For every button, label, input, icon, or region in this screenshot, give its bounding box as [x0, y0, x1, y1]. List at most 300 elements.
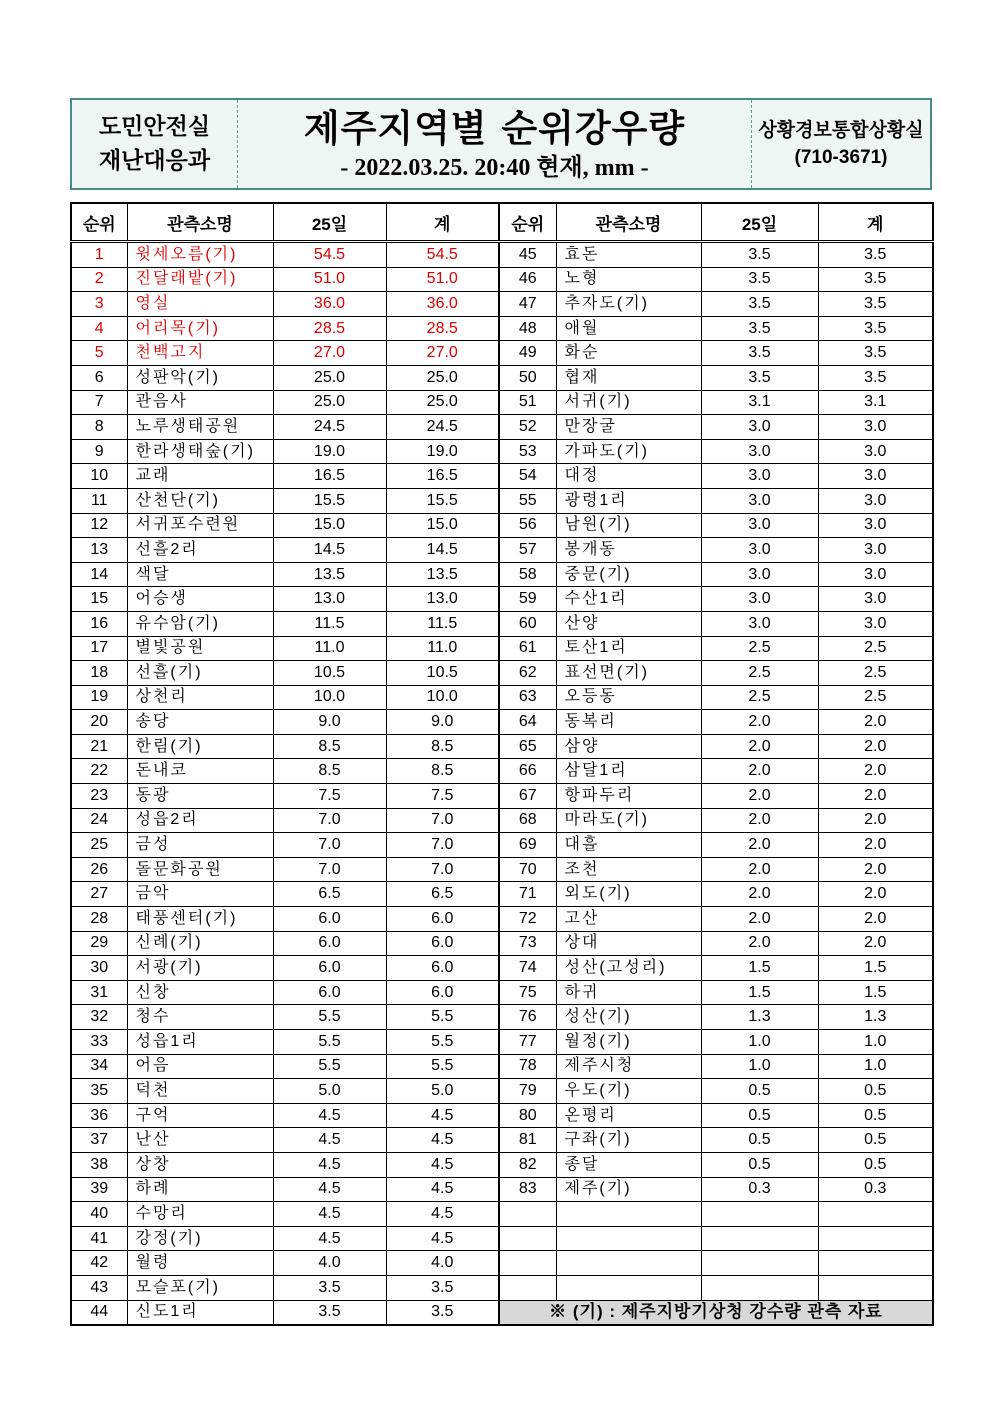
station-name-cell: 동복리 — [556, 710, 701, 735]
station-name-cell: 우도(기) — [556, 1079, 701, 1104]
day-rainfall-cell: 3.0 — [701, 611, 818, 636]
station-name-cell: 성산(기) — [556, 1005, 701, 1030]
rank-cell: 3 — [71, 292, 127, 317]
empty-cell — [556, 1251, 701, 1276]
total-rainfall-cell: 2.5 — [818, 685, 933, 710]
rank-cell: 36 — [71, 1103, 127, 1128]
station-name-cell: 산양 — [556, 611, 701, 636]
station-name-cell: 상대 — [556, 931, 701, 956]
table-row — [71, 1054, 499, 1079]
rank-cell: 27 — [71, 882, 127, 907]
station-name-cell: 하례 — [127, 1177, 273, 1202]
table-row — [499, 439, 933, 464]
total-rainfall-cell: 7.0 — [386, 808, 499, 833]
day-rainfall-cell: 3.0 — [701, 415, 818, 440]
department-line1: 도민안전실 — [98, 114, 211, 140]
empty-cell — [818, 1226, 933, 1251]
rank-cell: 4 — [71, 316, 127, 341]
station-name-cell: 대정 — [556, 464, 701, 489]
rank-cell: 63 — [499, 685, 556, 710]
empty-row — [499, 1226, 933, 1251]
day-rainfall-cell: 25.0 — [273, 365, 386, 390]
rank-cell: 28 — [71, 907, 127, 932]
day-rainfall-cell: 2.0 — [701, 808, 818, 833]
page-title: 제주지역별 순위강우량 — [303, 107, 686, 150]
table-row — [71, 538, 499, 563]
col-total-header: 계 — [818, 203, 933, 242]
rank-cell: 41 — [71, 1226, 127, 1251]
station-name-cell: 서귀포수련원 — [127, 513, 273, 538]
total-rainfall-cell: 3.0 — [818, 611, 933, 636]
table-row — [499, 1054, 933, 1079]
total-rainfall-cell: 4.5 — [386, 1177, 499, 1202]
total-rainfall-cell: 2.0 — [818, 759, 933, 784]
empty-cell — [818, 1202, 933, 1227]
rank-cell: 70 — [499, 857, 556, 882]
rank-cell: 52 — [499, 415, 556, 440]
day-rainfall-cell: 2.0 — [701, 833, 818, 858]
rank-cell: 35 — [71, 1079, 127, 1104]
rank-cell: 16 — [71, 611, 127, 636]
table-row — [499, 488, 933, 513]
station-name-cell: 수망리 — [127, 1202, 273, 1227]
day-rainfall-cell: 8.5 — [273, 759, 386, 784]
rank-cell: 39 — [71, 1177, 127, 1202]
station-name-cell: 성읍1리 — [127, 1030, 273, 1055]
empty-row — [499, 1251, 933, 1276]
table-row — [71, 882, 499, 907]
table-row — [499, 513, 933, 538]
source-note: ※ (기) : 제주지방기상청 강수량 관측 자료 — [499, 1300, 933, 1325]
day-rainfall-cell: 3.0 — [701, 513, 818, 538]
station-name-cell: 서광(기) — [127, 956, 273, 981]
rank-cell: 14 — [71, 562, 127, 587]
rank-cell: 34 — [71, 1054, 127, 1079]
rank-cell: 61 — [499, 636, 556, 661]
day-rainfall-cell: 3.0 — [701, 538, 818, 563]
rank-cell: 75 — [499, 980, 556, 1005]
rank-cell: 46 — [499, 267, 556, 292]
station-name-cell: 수산1리 — [556, 587, 701, 612]
day-rainfall-cell: 4.5 — [273, 1152, 386, 1177]
station-name-cell: 효돈 — [556, 242, 701, 268]
rank-cell: 83 — [499, 1177, 556, 1202]
rank-cell: 13 — [71, 538, 127, 563]
total-rainfall-cell: 6.0 — [386, 956, 499, 981]
total-rainfall-cell: 13.0 — [386, 587, 499, 612]
table-row — [71, 1177, 499, 1202]
table-row — [499, 882, 933, 907]
table-row — [499, 587, 933, 612]
day-rainfall-cell: 9.0 — [273, 710, 386, 735]
day-rainfall-cell: 8.5 — [273, 734, 386, 759]
day-rainfall-cell: 2.0 — [701, 710, 818, 735]
total-rainfall-cell: 13.5 — [386, 562, 499, 587]
table-body-left — [71, 242, 499, 1326]
day-rainfall-cell: 0.5 — [701, 1152, 818, 1177]
total-rainfall-cell: 1.3 — [818, 1005, 933, 1030]
day-rainfall-cell: 7.0 — [273, 857, 386, 882]
rank-cell: 8 — [71, 415, 127, 440]
rank-cell: 19 — [71, 685, 127, 710]
rank-cell: 45 — [499, 242, 556, 268]
station-name-cell: 화순 — [556, 341, 701, 366]
title-block — [238, 100, 752, 188]
day-rainfall-cell: 4.5 — [273, 1202, 386, 1227]
station-name-cell: 하귀 — [556, 980, 701, 1005]
table-header-row — [499, 203, 933, 242]
table-row — [71, 587, 499, 612]
table-row — [499, 341, 933, 366]
day-rainfall-cell: 3.5 — [701, 292, 818, 317]
day-rainfall-cell: 10.5 — [273, 661, 386, 686]
station-name-cell: 남원(기) — [556, 513, 701, 538]
empty-cell — [556, 1275, 701, 1300]
table-row — [71, 734, 499, 759]
table-row — [499, 1103, 933, 1128]
total-rainfall-cell: 5.0 — [386, 1079, 499, 1104]
day-rainfall-cell: 2.5 — [701, 661, 818, 686]
day-rainfall-cell: 25.0 — [273, 390, 386, 415]
station-name-cell: 마라도(기) — [556, 808, 701, 833]
rank-cell: 64 — [499, 710, 556, 735]
day-rainfall-cell: 1.0 — [701, 1030, 818, 1055]
day-rainfall-cell: 15.5 — [273, 488, 386, 513]
total-rainfall-cell: 3.0 — [818, 587, 933, 612]
day-rainfall-cell: 3.5 — [701, 341, 818, 366]
station-name-cell: 상창 — [127, 1152, 273, 1177]
rank-cell: 73 — [499, 931, 556, 956]
table-row — [499, 636, 933, 661]
day-rainfall-cell: 2.0 — [701, 857, 818, 882]
table-row — [499, 538, 933, 563]
station-name-cell: 협재 — [556, 365, 701, 390]
station-name-cell: 조천 — [556, 857, 701, 882]
day-rainfall-cell: 1.5 — [701, 980, 818, 1005]
day-rainfall-cell: 51.0 — [273, 267, 386, 292]
day-rainfall-cell: 6.5 — [273, 882, 386, 907]
empty-cell — [499, 1202, 556, 1227]
day-rainfall-cell: 3.0 — [701, 562, 818, 587]
table-row — [499, 907, 933, 932]
rank-cell: 59 — [499, 587, 556, 612]
total-rainfall-cell: 3.5 — [386, 1275, 499, 1300]
rainfall-table-left — [70, 202, 500, 1326]
day-rainfall-cell: 3.5 — [701, 365, 818, 390]
total-rainfall-cell: 8.5 — [386, 759, 499, 784]
total-rainfall-cell: 2.0 — [818, 734, 933, 759]
station-name-cell: 애월 — [556, 316, 701, 341]
rank-cell: 32 — [71, 1005, 127, 1030]
table-row — [71, 488, 499, 513]
day-rainfall-cell: 6.0 — [273, 907, 386, 932]
total-rainfall-cell: 27.0 — [386, 341, 499, 366]
table-row — [71, 956, 499, 981]
total-rainfall-cell: 0.5 — [818, 1128, 933, 1153]
station-name-cell: 선흘(기) — [127, 661, 273, 686]
day-rainfall-cell: 7.0 — [273, 808, 386, 833]
empty-cell — [499, 1226, 556, 1251]
day-rainfall-cell: 4.0 — [273, 1251, 386, 1276]
rank-cell: 44 — [71, 1300, 127, 1325]
total-rainfall-cell: 3.5 — [818, 365, 933, 390]
total-rainfall-cell: 3.0 — [818, 439, 933, 464]
total-rainfall-cell: 6.5 — [386, 882, 499, 907]
note-row — [499, 1300, 933, 1325]
day-rainfall-cell: 7.5 — [273, 784, 386, 809]
rank-cell: 12 — [71, 513, 127, 538]
total-rainfall-cell: 2.0 — [818, 710, 933, 735]
station-name-cell: 교래 — [127, 464, 273, 489]
station-name-cell: 추자도(기) — [556, 292, 701, 317]
rank-cell: 7 — [71, 390, 127, 415]
station-name-cell: 종달 — [556, 1152, 701, 1177]
total-rainfall-cell: 3.0 — [818, 464, 933, 489]
station-name-cell: 천백고지 — [127, 341, 273, 366]
total-rainfall-cell: 3.0 — [818, 513, 933, 538]
day-rainfall-cell: 3.1 — [701, 390, 818, 415]
col-day-header: 25일 — [701, 203, 818, 242]
table-row — [71, 931, 499, 956]
day-rainfall-cell: 3.0 — [701, 439, 818, 464]
total-rainfall-cell: 4.5 — [386, 1226, 499, 1251]
rank-cell: 24 — [71, 808, 127, 833]
table-row — [71, 316, 499, 341]
total-rainfall-cell: 1.5 — [818, 956, 933, 981]
rank-cell: 42 — [71, 1251, 127, 1276]
table-row — [499, 316, 933, 341]
total-rainfall-cell: 5.5 — [386, 1030, 499, 1055]
station-name-cell: 토산1리 — [556, 636, 701, 661]
total-rainfall-cell: 0.5 — [818, 1079, 933, 1104]
table-row — [499, 857, 933, 882]
station-name-cell: 유수암(기) — [127, 611, 273, 636]
total-rainfall-cell: 2.0 — [818, 882, 933, 907]
total-rainfall-cell: 3.5 — [818, 267, 933, 292]
day-rainfall-cell: 2.0 — [701, 784, 818, 809]
total-rainfall-cell: 25.0 — [386, 365, 499, 390]
rank-cell: 56 — [499, 513, 556, 538]
day-rainfall-cell: 3.5 — [273, 1300, 386, 1325]
station-name-cell: 진달래밭(기) — [127, 267, 273, 292]
rank-cell: 60 — [499, 611, 556, 636]
table-row — [499, 661, 933, 686]
empty-cell — [701, 1275, 818, 1300]
department-line2: 재난대응과 — [98, 148, 211, 174]
day-rainfall-cell: 15.0 — [273, 513, 386, 538]
table-row — [71, 1202, 499, 1227]
rank-cell: 40 — [71, 1202, 127, 1227]
station-name-cell: 태풍센터(기) — [127, 907, 273, 932]
table-row — [71, 857, 499, 882]
table-body-right — [499, 242, 933, 1326]
table-row — [71, 1128, 499, 1153]
rank-cell: 55 — [499, 488, 556, 513]
table-row — [499, 390, 933, 415]
station-name-cell: 신례(기) — [127, 931, 273, 956]
station-name-cell: 관음사 — [127, 390, 273, 415]
station-name-cell: 산천단(기) — [127, 488, 273, 513]
station-name-cell: 성읍2리 — [127, 808, 273, 833]
rank-cell: 79 — [499, 1079, 556, 1104]
station-name-cell: 돌문화공원 — [127, 857, 273, 882]
day-rainfall-cell: 6.0 — [273, 956, 386, 981]
rank-cell: 80 — [499, 1103, 556, 1128]
empty-row — [499, 1202, 933, 1227]
day-rainfall-cell: 4.5 — [273, 1103, 386, 1128]
rank-cell: 29 — [71, 931, 127, 956]
rank-cell: 31 — [71, 980, 127, 1005]
day-rainfall-cell: 28.5 — [273, 316, 386, 341]
rank-cell: 53 — [499, 439, 556, 464]
total-rainfall-cell: 25.0 — [386, 390, 499, 415]
total-rainfall-cell: 2.0 — [818, 907, 933, 932]
total-rainfall-cell: 11.0 — [386, 636, 499, 661]
rank-cell: 50 — [499, 365, 556, 390]
rank-cell: 47 — [499, 292, 556, 317]
rank-cell: 10 — [71, 464, 127, 489]
total-rainfall-cell: 4.0 — [386, 1251, 499, 1276]
total-rainfall-cell: 3.5 — [818, 292, 933, 317]
station-name-cell: 모슬포(기) — [127, 1275, 273, 1300]
total-rainfall-cell: 2.5 — [818, 636, 933, 661]
day-rainfall-cell: 2.0 — [701, 734, 818, 759]
table-row — [71, 1275, 499, 1300]
table-row — [71, 1079, 499, 1104]
total-rainfall-cell: 2.0 — [818, 833, 933, 858]
day-rainfall-cell: 2.0 — [701, 759, 818, 784]
rank-cell: 81 — [499, 1128, 556, 1153]
station-name-cell: 상천리 — [127, 685, 273, 710]
station-name-cell: 선흘2리 — [127, 538, 273, 563]
rank-cell: 5 — [71, 341, 127, 366]
table-row — [499, 562, 933, 587]
day-rainfall-cell: 24.5 — [273, 415, 386, 440]
total-rainfall-cell: 3.0 — [818, 415, 933, 440]
station-name-cell: 어승생 — [127, 587, 273, 612]
station-name-cell: 별빛공원 — [127, 636, 273, 661]
table-row — [71, 365, 499, 390]
station-name-cell: 한림(기) — [127, 734, 273, 759]
table-row — [71, 1030, 499, 1055]
total-rainfall-cell: 19.0 — [386, 439, 499, 464]
total-rainfall-cell: 10.0 — [386, 685, 499, 710]
table-row — [71, 464, 499, 489]
table-row — [71, 1251, 499, 1276]
table-row — [499, 242, 933, 268]
day-rainfall-cell: 2.0 — [701, 907, 818, 932]
col-day-header: 25일 — [273, 203, 386, 242]
station-name-cell: 표선면(기) — [556, 661, 701, 686]
table-row — [71, 710, 499, 735]
rank-cell: 43 — [71, 1275, 127, 1300]
total-rainfall-cell: 5.5 — [386, 1054, 499, 1079]
station-name-cell: 광령1리 — [556, 488, 701, 513]
day-rainfall-cell: 4.5 — [273, 1226, 386, 1251]
total-rainfall-cell: 3.5 — [386, 1300, 499, 1325]
day-rainfall-cell: 4.5 — [273, 1128, 386, 1153]
station-name-cell: 온평리 — [556, 1103, 701, 1128]
day-rainfall-cell: 3.0 — [701, 464, 818, 489]
total-rainfall-cell: 2.5 — [818, 661, 933, 686]
station-name-cell: 금성 — [127, 833, 273, 858]
rank-cell: 71 — [499, 882, 556, 907]
day-rainfall-cell: 2.0 — [701, 882, 818, 907]
day-rainfall-cell: 2.0 — [701, 931, 818, 956]
table-row — [71, 1103, 499, 1128]
empty-row — [499, 1275, 933, 1300]
total-rainfall-cell: 4.5 — [386, 1103, 499, 1128]
rank-cell: 82 — [499, 1152, 556, 1177]
table-row — [71, 611, 499, 636]
station-name-cell: 월정(기) — [556, 1030, 701, 1055]
rank-cell: 65 — [499, 734, 556, 759]
day-rainfall-cell: 2.5 — [701, 636, 818, 661]
total-rainfall-cell: 36.0 — [386, 292, 499, 317]
rank-cell: 68 — [499, 808, 556, 833]
total-rainfall-cell: 3.5 — [818, 316, 933, 341]
total-rainfall-cell: 2.0 — [818, 784, 933, 809]
total-rainfall-cell: 11.5 — [386, 611, 499, 636]
rainfall-table-right — [498, 202, 934, 1326]
rank-cell: 9 — [71, 439, 127, 464]
table-row — [499, 833, 933, 858]
total-rainfall-cell: 10.5 — [386, 661, 499, 686]
day-rainfall-cell: 5.5 — [273, 1054, 386, 1079]
rank-cell: 25 — [71, 833, 127, 858]
col-rank-header: 순위 — [71, 203, 127, 242]
table-row — [499, 808, 933, 833]
rank-cell: 33 — [71, 1030, 127, 1055]
rank-cell: 38 — [71, 1152, 127, 1177]
table-row — [499, 734, 933, 759]
station-name-cell: 오등동 — [556, 685, 701, 710]
contact-label — [752, 100, 930, 188]
total-rainfall-cell: 16.5 — [386, 464, 499, 489]
table-row — [499, 784, 933, 809]
day-rainfall-cell: 6.0 — [273, 931, 386, 956]
total-rainfall-cell: 15.0 — [386, 513, 499, 538]
day-rainfall-cell: 3.5 — [701, 267, 818, 292]
table-row — [71, 1226, 499, 1251]
station-name-cell: 신창 — [127, 980, 273, 1005]
station-name-cell: 노루생태공원 — [127, 415, 273, 440]
day-rainfall-cell: 3.5 — [701, 242, 818, 268]
station-name-cell: 대흘 — [556, 833, 701, 858]
table-row — [71, 341, 499, 366]
table-row — [499, 365, 933, 390]
day-rainfall-cell: 1.3 — [701, 1005, 818, 1030]
rank-cell: 66 — [499, 759, 556, 784]
station-name-cell: 외도(기) — [556, 882, 701, 907]
table-row — [71, 1005, 499, 1030]
table-row — [499, 956, 933, 981]
rank-cell: 17 — [71, 636, 127, 661]
total-rainfall-cell: 5.5 — [386, 1005, 499, 1030]
rank-cell: 30 — [71, 956, 127, 981]
station-name-cell: 만장굴 — [556, 415, 701, 440]
table-row — [499, 415, 933, 440]
day-rainfall-cell: 19.0 — [273, 439, 386, 464]
rank-cell: 11 — [71, 488, 127, 513]
station-name-cell: 어리목(기) — [127, 316, 273, 341]
rank-cell: 57 — [499, 538, 556, 563]
total-rainfall-cell: 0.5 — [818, 1103, 933, 1128]
table-row — [499, 759, 933, 784]
total-rainfall-cell: 14.5 — [386, 538, 499, 563]
station-name-cell: 봉개동 — [556, 538, 701, 563]
station-name-cell: 어음 — [127, 1054, 273, 1079]
